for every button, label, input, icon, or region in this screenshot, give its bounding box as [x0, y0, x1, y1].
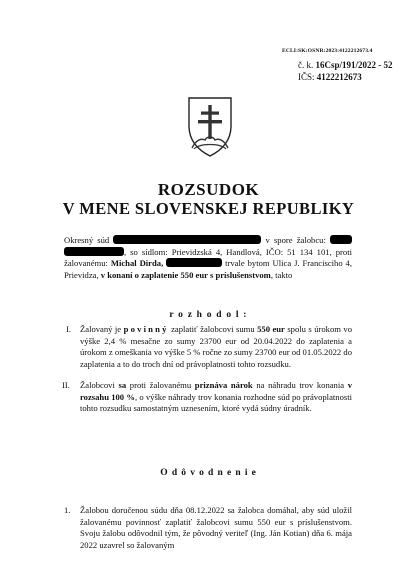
case-subject: v konaní o zaplatenie 550 eur s príslušenstvom — [100, 269, 271, 280]
item-number: I. — [66, 324, 72, 334]
item-text: zaplatiť žalobcovi sumu — [171, 324, 255, 334]
item-text: spolu s úrokom vo výške 2,4 % mesačne zo sumy 23700 eur od 20.04.2022 do zaplatenia a úrokom z omeškania vo výške 5 % ročne zo sumy 23700 eur od 01.05.2022 do zaplatenia a to do troch dní od právoplatnosti tohto rozsudku. — [80, 324, 353, 369]
ecli-identifier: ECLI:SK:OSNR:2023:4122212673.4 — [282, 48, 373, 54]
reasoning-heading: O d ô v o d n e n i e — [160, 468, 257, 478]
reasoning-paragraph: Žalobou doručenou súdu dňa 08.12.2022 sa žalobca domáhal, aby súd uložil žalovanému povinnosť zaplatiť žalobcovi sumu 550 eur s príslušenstvom. Svoju žalobu odôvodnil tým, že pôvodný veriteľ (Ing. Ján Kotian) dňa 6. mája 2022 uzavrel so žalovaným — [80, 505, 352, 550]
item-emphasis: priznáva nárok — [194, 380, 253, 390]
decision-item — [80, 380, 352, 415]
slovak-coat-of-arms-icon — [186, 96, 234, 158]
item-amount: 550 eur — [257, 324, 285, 334]
redaction-block — [330, 235, 352, 244]
item-text: na náhradu trov konania — [256, 380, 345, 390]
item-emphasis: v rozsahu 100 % — [80, 380, 352, 402]
intro-closing: , takto — [270, 269, 293, 280]
item-text: Žalobcovi — [80, 380, 115, 390]
item-text: proti žalovanému — [129, 380, 192, 390]
document-subtitle: V MENE SLOVENSKEJ REPUBLIKY — [62, 199, 355, 218]
paragraph-number: 1. — [64, 505, 71, 515]
case-number: 16Csp/191/2022 - 52 — [315, 60, 393, 70]
intro-paragraph — [64, 235, 352, 281]
redaction-block — [64, 247, 124, 256]
decision-heading: r o z h o d o l : — [169, 310, 248, 320]
redaction-block — [166, 258, 222, 267]
document-title: ROZSUDOK — [157, 180, 260, 199]
item-emphasis: sa — [118, 380, 127, 390]
decision-item — [80, 324, 352, 370]
redaction-block — [113, 235, 261, 244]
intro-plaintiff-label: v spore žalobcu: — [265, 235, 326, 245]
ics-value: 4122212673 — [316, 71, 362, 82]
ics-label: IČS: — [298, 71, 315, 82]
case-number-line — [298, 60, 393, 72]
intro-plaintiff-address: , so sídlom: Prievidzská 4, Handlová, IČO: 51 134 101, proti žalovanému: — [64, 246, 352, 269]
case-reference — [298, 60, 393, 83]
case-number-label: č. k. — [298, 60, 314, 70]
defendant-name: Michal Dirda, — [110, 258, 164, 269]
item-emphasis: povinný — [123, 324, 169, 334]
intro-defendant-address: trvale bytom Ulica J. Francisciho 4, Prievidza, — [64, 258, 353, 280]
item-text: Žalovaný je — [80, 324, 122, 334]
intro-court: Okresný súd — [64, 235, 110, 245]
item-text: , o výške náhrady trov konania rozhodne súd po právoplatnosti tohto rozsudku samostatným uznesením, ktoré vydá súdny úradník. — [80, 391, 352, 414]
ics-line — [298, 72, 393, 84]
item-number: II. — [62, 380, 70, 390]
